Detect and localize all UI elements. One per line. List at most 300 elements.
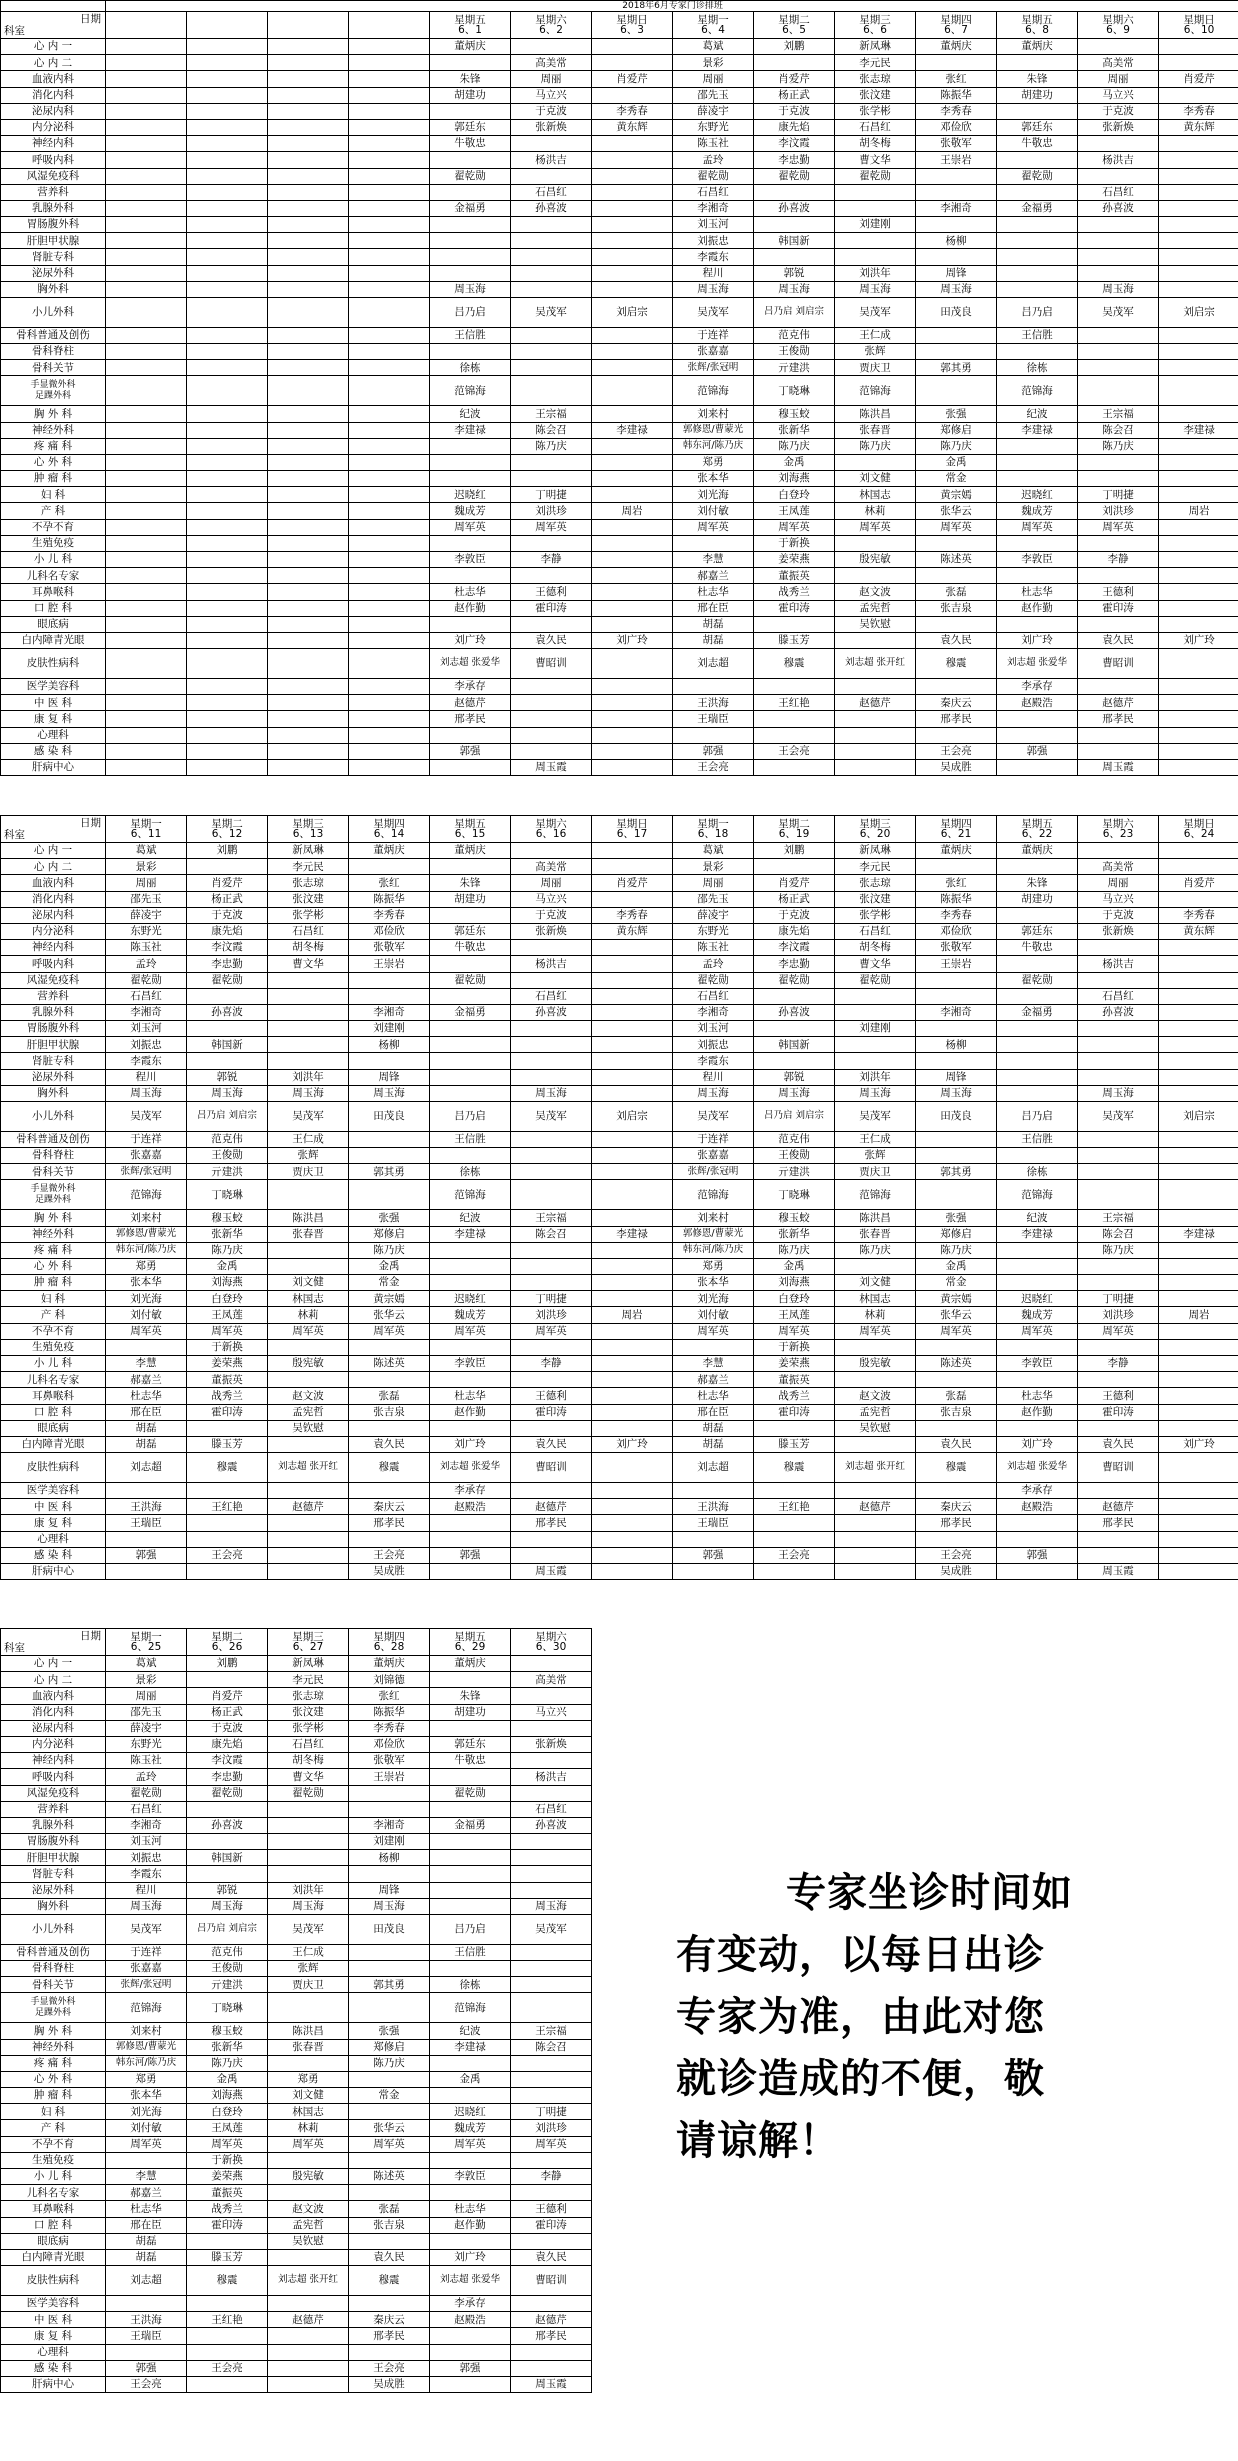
table-row [1,2344,592,2360]
schedule-cell: 曹文华 [835,152,916,168]
schedule-cell: 赵德芹 [835,1499,916,1515]
schedule-cell: 陈乃庆 [349,2055,430,2071]
schedule-cell: 董炳庆 [349,843,430,859]
table-row [1,1307,1238,1323]
schedule-cell: 张辉 [268,1148,349,1164]
department-label: 肝胆甲状腺 [1,233,106,249]
schedule-cell [106,1563,187,1579]
schedule-cell: 刘文健 [835,471,916,487]
schedule-cell [268,2328,349,2344]
schedule-cell: 秦庆云 [916,1499,997,1515]
schedule-cell: 李静 [1078,1356,1159,1372]
schedule-cell [1159,616,1238,632]
schedule-cell [592,1258,673,1274]
schedule-cell [1159,891,1238,907]
schedule-cell [1159,1453,1238,1483]
notice-line: 请谅解！ [676,2117,840,2164]
schedule-cell [268,695,349,711]
schedule-cell: 滕玉芳 [187,2249,268,2265]
schedule-cell [268,103,349,119]
schedule-cell [1159,727,1238,743]
schedule-cell [997,1339,1078,1355]
schedule-cell: 刘玉河 [673,217,754,233]
day-header [430,12,511,39]
schedule-cell [187,1053,268,1069]
schedule-cell: 于连祥 [673,1131,754,1147]
schedule-cell: 刘海燕 [187,1275,268,1291]
table-row [1,2376,592,2392]
weekday-label: 星期六 [535,1630,567,1643]
schedule-cell [187,600,268,616]
schedule-cell [187,487,268,503]
weekday-label: 星期六 [535,817,567,830]
schedule-cell: 张汶建 [835,87,916,103]
schedule-cell [1159,600,1238,616]
schedule-cell: 胡磊 [673,632,754,648]
schedule-cell: 田茂良 [349,1102,430,1132]
schedule-cell: 于克波 [1078,103,1159,119]
schedule-cell: 于新换 [187,1339,268,1355]
schedule-cell [1159,519,1238,535]
table-row [1,344,1238,360]
schedule-cell [1159,859,1238,875]
schedule-cell [187,217,268,233]
schedule-cell: 王洪海 [673,1499,754,1515]
schedule-cell [511,1275,592,1291]
schedule-cell: 董炳庆 [349,1656,430,1672]
schedule-cell: 邓俭欣 [349,1736,430,1752]
schedule-cell: 刘鹏 [187,843,268,859]
schedule-cell: 刘鹏 [187,1656,268,1672]
schedule-cell [268,1004,349,1020]
schedule-cell [187,119,268,135]
schedule-cell: 王瑞臣 [106,1515,187,1531]
schedule-cell: 袁久民 [916,1436,997,1452]
schedule-cell [835,1436,916,1452]
schedule-cell [268,39,349,55]
schedule-cell: 朱锋 [430,71,511,87]
schedule-cell: 郑勇 [673,1258,754,1274]
schedule-cell [430,184,511,200]
schedule-cell [511,1656,592,1672]
schedule-cell: 刘志超 [106,2266,187,2296]
schedule-cell [835,1531,916,1547]
schedule-cell [268,168,349,184]
schedule-cell: 胡磊 [106,2249,187,2265]
schedule-cell [592,679,673,695]
schedule-cell [511,376,592,406]
schedule-cell [430,1531,511,1547]
schedule-cell: 吴钦慰 [835,1420,916,1436]
schedule-cell [997,1275,1078,1291]
schedule-cell: 于克波 [754,103,835,119]
schedule-cell: 王凤莲 [187,1307,268,1323]
schedule-cell [1159,1515,1238,1531]
schedule-cell: 曹昭训 [511,1453,592,1483]
schedule-cell: 吴钦慰 [268,1420,349,1436]
schedule-cell: 赵文波 [268,2201,349,2217]
schedule-cell: 翟乾勋 [268,1785,349,1801]
schedule-cell: 石昌红 [268,923,349,939]
schedule-cell: 张志琼 [835,71,916,87]
schedule-cell [511,695,592,711]
schedule-cell: 张汶建 [835,891,916,907]
schedule-cell: 康先焰 [754,923,835,939]
schedule-cell: 李建禄 [430,1226,511,1242]
schedule-cell: 陈玉社 [106,940,187,956]
date-label: 6、5 [782,24,806,36]
schedule-cell: 孙喜波 [511,1004,592,1020]
schedule-cell [430,2185,511,2201]
schedule-cell [1078,1547,1159,1563]
schedule-cell: 李湘奇 [916,1004,997,1020]
schedule-cell: 殷宪敏 [268,2169,349,2185]
table-row [1,1483,1238,1499]
day-header [511,12,592,39]
schedule-cell [106,119,187,135]
weekday-label: 星期二 [211,1630,243,1643]
schedule-cell [997,988,1078,1004]
schedule-cell: 郝嘉兰 [673,568,754,584]
schedule-cell [1159,1388,1238,1404]
schedule-cell: 肖爱芹 [1159,875,1238,891]
schedule-cell: 李秀春 [916,907,997,923]
schedule-cell [1078,743,1159,759]
schedule-cell: 林国志 [268,2104,349,2120]
schedule-cell: 周岩 [592,503,673,519]
schedule-cell [592,152,673,168]
table-row [1,87,1238,103]
schedule-cell: 郭廷东 [997,923,1078,939]
schedule-cell [1159,759,1238,775]
schedule-cell: 丁明捷 [511,1291,592,1307]
schedule-cell [754,859,835,875]
schedule-cell [1159,1148,1238,1164]
schedule-cell [1159,233,1238,249]
schedule-cell [916,1372,997,1388]
schedule-cell [268,406,349,422]
schedule-cell [511,2185,592,2201]
schedule-cell: 刘洪珍 [1078,1307,1159,1323]
schedule-cell [1078,136,1159,152]
schedule-cell: 霍印涛 [511,600,592,616]
schedule-cell [592,1004,673,1020]
schedule-cell [1159,695,1238,711]
schedule-cell [1159,649,1238,679]
schedule-cell [430,103,511,119]
schedule-cell: 胡建功 [430,1704,511,1720]
department-label: 乳腺外科 [1,1817,106,1833]
schedule-cell [106,281,187,297]
schedule-cell [1078,568,1159,584]
schedule-cell: 王俊勋 [187,1961,268,1977]
schedule-cell: 翟乾勋 [673,168,754,184]
schedule-cell: 周军英 [106,2136,187,2152]
schedule-cell [106,327,187,343]
corner-header [1,12,106,39]
department-label: 疼 痛 科 [1,1242,106,1258]
table-row [1,1339,1238,1355]
schedule-cell: 迟晓红 [430,1291,511,1307]
schedule-cell: 杜志华 [997,584,1078,600]
weekday-label: 星期三 [292,817,324,830]
schedule-cell [511,344,592,360]
schedule-cell [106,552,187,568]
schedule-cell: 张辉 [835,344,916,360]
schedule-cell: 周玉海 [1078,281,1159,297]
schedule-cell [268,281,349,297]
schedule-cell [430,1037,511,1053]
department-label: 风湿免疫科 [1,972,106,988]
schedule-cell [997,727,1078,743]
schedule-cell: 李敦臣 [997,1356,1078,1372]
schedule-cell [187,695,268,711]
department-label: 皮肤性病科 [1,1453,106,1483]
schedule-cell: 杜志华 [997,1388,1078,1404]
weekday-label: 星期三 [859,13,891,26]
schedule-cell [754,55,835,71]
schedule-cell: 李秀春 [1159,103,1238,119]
schedule-cell [1078,972,1159,988]
schedule-cell: 王德利 [511,2201,592,2217]
schedule-cell: 周玉海 [673,281,754,297]
date-label: 6、21 [940,828,972,840]
day-header [592,816,673,843]
schedule-cell [268,600,349,616]
corner-dept-label: 科室 [4,828,25,841]
schedule-cell [106,695,187,711]
schedule-cell [1078,471,1159,487]
schedule-cell [997,1515,1078,1531]
schedule-cell: 董炳庆 [430,1656,511,1672]
schedule-cell [997,535,1078,551]
schedule-cell [997,1258,1078,1274]
schedule-cell [592,1148,673,1164]
table-row [1,265,1238,281]
schedule-cell: 孟玲 [673,152,754,168]
schedule-cell: 杨柳 [916,233,997,249]
schedule-cell: 郭锐 [754,1069,835,1085]
schedule-cell: 肖爱芹 [754,71,835,87]
schedule-cell: 刘洪珍 [511,1307,592,1323]
schedule-cell: 郑勇 [106,2071,187,2087]
schedule-cell: 吴成胜 [916,759,997,775]
schedule-cell [592,759,673,775]
schedule-cell: 范锦海 [997,376,1078,406]
schedule-cell [997,55,1078,71]
table-row [1,632,1238,648]
schedule-cell [754,616,835,632]
schedule-cell [268,972,349,988]
schedule-cell [916,972,997,988]
schedule-cell: 杨洪吉 [1078,152,1159,168]
schedule-cell [511,1339,592,1355]
schedule-cell: 马立兴 [1078,891,1159,907]
schedule-cell [268,376,349,406]
table-row [1,2266,592,2296]
schedule-cell [349,695,430,711]
schedule-cell [349,200,430,216]
schedule-cell: 丁明捷 [511,2104,592,2120]
table-row [1,1769,592,1785]
schedule-cell: 陈会召 [511,2039,592,2055]
schedule-cell [349,2233,430,2249]
schedule-cell [1159,1275,1238,1291]
date-label: 6、26 [211,1641,243,1653]
schedule-cell [997,1242,1078,1258]
schedule-cell [1078,1164,1159,1180]
schedule-cell: 郭其勇 [916,360,997,376]
schedule-cell: 葛斌 [106,843,187,859]
department-label: 耳鼻喉科 [1,584,106,600]
schedule-cell [268,759,349,775]
schedule-cell: 葛斌 [106,1656,187,1672]
schedule-cell: 于克波 [187,1720,268,1736]
schedule-cell [592,1053,673,1069]
day-header [187,816,268,843]
schedule-cell [1159,1021,1238,1037]
weekday-label: 星期五 [454,817,486,830]
department-label: 产 科 [1,503,106,519]
schedule-cell: 范克伟 [754,1131,835,1147]
schedule-cell [1078,1131,1159,1147]
schedule-cell [511,568,592,584]
schedule-cell: 刘广玲 [997,632,1078,648]
weekday-label: 星期五 [454,13,486,26]
schedule-cell: 孙喜波 [1078,200,1159,216]
schedule-cell [511,1944,592,1960]
schedule-cell [1159,972,1238,988]
schedule-cell: 王瑞臣 [673,711,754,727]
schedule-cell: 马立兴 [1078,87,1159,103]
schedule-cell [592,1069,673,1085]
department-label: 神经外科 [1,1226,106,1242]
weekday-label: 星期三 [859,817,891,830]
schedule-cell: 陈述英 [349,1356,430,1372]
schedule-cell [1159,471,1238,487]
schedule-cell [187,759,268,775]
department-label: 胸外科 [1,281,106,297]
schedule-cell: 翟乾勋 [106,972,187,988]
schedule-cell: 葛斌 [673,39,754,55]
notice-line: 有变动，以每日出诊 [676,1931,1045,1978]
schedule-cell: 迟晓红 [430,487,511,503]
schedule-cell: 景彩 [673,55,754,71]
schedule-cell [1159,87,1238,103]
schedule-cell [592,1021,673,1037]
schedule-cell [268,1801,349,1817]
schedule-cell: 周军英 [511,1323,592,1339]
schedule-cell: 王凤莲 [754,1307,835,1323]
schedule-cell [592,233,673,249]
schedule-cell [916,1531,997,1547]
schedule-cell [511,1258,592,1274]
schedule-cell: 新凤琳 [835,843,916,859]
schedule-cell: 王宗福 [1078,1210,1159,1226]
schedule-cell [349,535,430,551]
schedule-cell [187,376,268,406]
schedule-cell: 翟乾勋 [187,1785,268,1801]
table-row [1,1131,1238,1147]
schedule-cell: 程川 [673,265,754,281]
department-label: 心 内 一 [1,843,106,859]
table-row [1,1866,592,1882]
schedule-cell: 刘启宗 [592,298,673,328]
schedule-cell [268,1817,349,1833]
schedule-cell [187,632,268,648]
schedule-cell [349,1801,430,1817]
schedule-cell [511,1069,592,1085]
table-row [1,376,1238,406]
schedule-cell: 李建禄 [1159,1226,1238,1242]
schedule-cell: 刘付敏 [673,1307,754,1323]
schedule-cell [268,1866,349,1882]
schedule-cell [592,1563,673,1579]
table-row [1,711,1238,727]
schedule-cell [106,535,187,551]
schedule-cell [349,2296,430,2312]
schedule-cell: 陈乃庆 [187,2055,268,2071]
schedule-cell: 杜志华 [430,1388,511,1404]
table-row [1,1817,592,1833]
schedule-cell: 刘志超 张开红 [835,1453,916,1483]
department-label: 中 医 科 [1,695,106,711]
schedule-cell: 赵殿浩 [430,1499,511,1515]
schedule-cell: 陈振华 [349,891,430,907]
schedule-cell: 李静 [1078,552,1159,568]
schedule-cell: 邢孝民 [1078,1515,1159,1531]
schedule-cell: 刘振忠 [106,1037,187,1053]
schedule-cell: 李建禄 [997,1226,1078,1242]
schedule-cell: 周军英 [835,1323,916,1339]
schedule-cell: 李慧 [673,552,754,568]
schedule-cell [1159,1164,1238,1180]
table-row [1,1656,592,1672]
date-label: 6、15 [454,828,486,840]
schedule-cell [1159,487,1238,503]
schedule-cell: 周军英 [916,1323,997,1339]
schedule-cell: 王红艳 [754,695,835,711]
schedule-cell: 肖爱芹 [1159,71,1238,87]
schedule-cell [268,503,349,519]
schedule-cell: 高美常 [511,55,592,71]
schedule-cell [349,422,430,438]
schedule-cell [997,711,1078,727]
schedule-cell: 胡冬梅 [835,940,916,956]
schedule-cell: 牛敬忠 [997,940,1078,956]
schedule-cell [187,2344,268,2360]
schedule-cell [187,471,268,487]
schedule-cell [268,568,349,584]
schedule-cell: 徐栋 [430,360,511,376]
schedule-cell: 刘广玲 [1159,632,1238,648]
schedule-cell: 陈乃庆 [754,1242,835,1258]
schedule-cell: 孟宪哲 [835,1404,916,1420]
table-row [1,568,1238,584]
schedule-cell: 姜荣燕 [754,552,835,568]
schedule-cell: 王会亮 [916,743,997,759]
schedule-cell: 张强 [349,2023,430,2039]
schedule-cell: 董炳庆 [997,39,1078,55]
table-row [1,519,1238,535]
schedule-cell [268,1021,349,1037]
schedule-cell [997,233,1078,249]
schedule-cell [349,184,430,200]
table-row [1,584,1238,600]
schedule-cell [187,200,268,216]
schedule-cell: 周军英 [673,1323,754,1339]
schedule-cell [106,1483,187,1499]
